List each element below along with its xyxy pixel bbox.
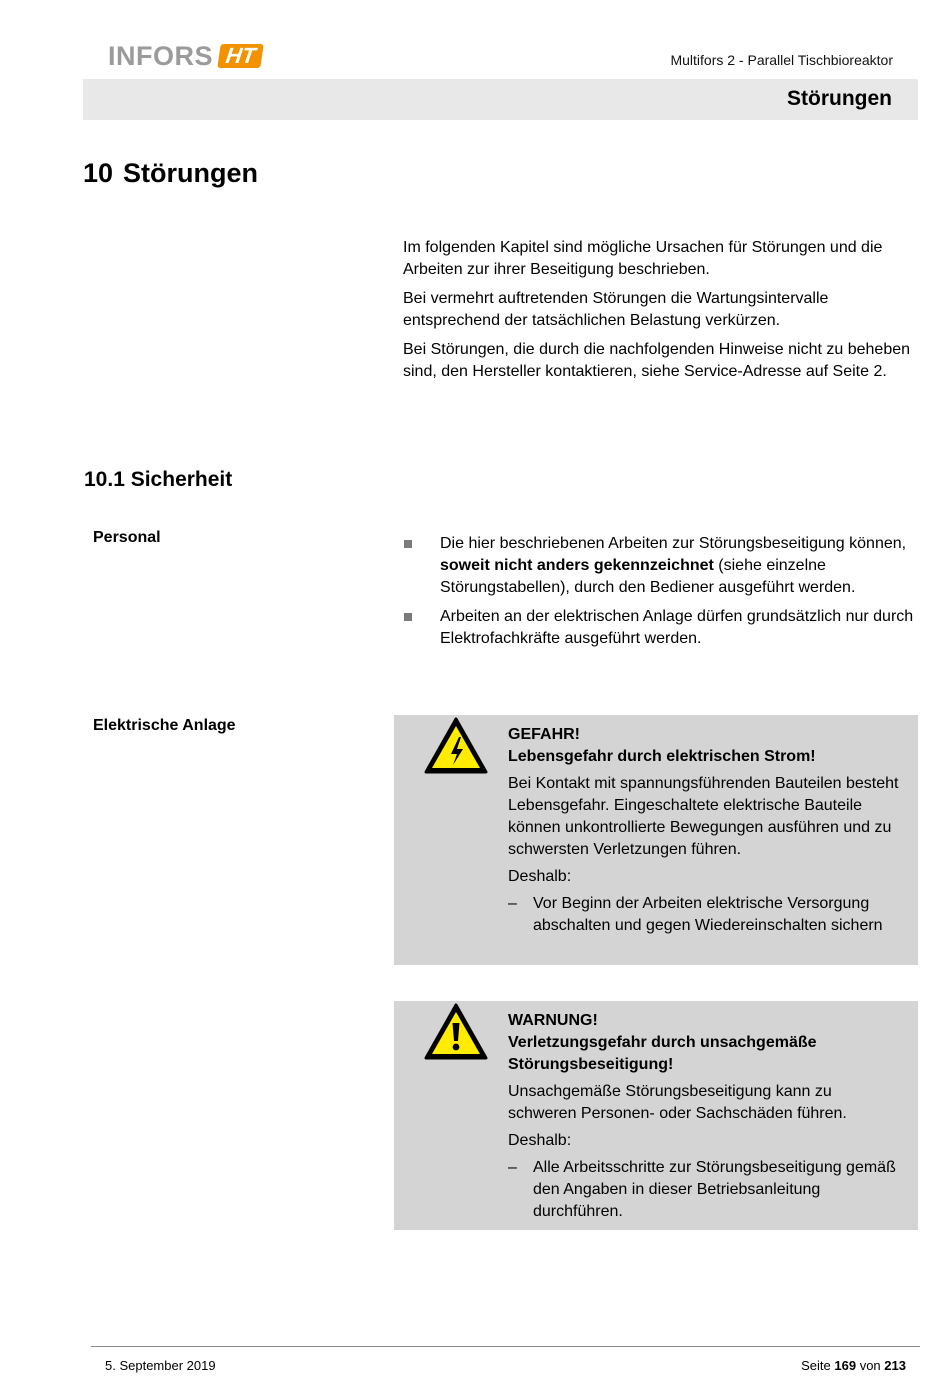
bullet-text: Arbeiten an der elektrischen Anlage dürfen grundsätzlich nur durch Elektrofachkräfte ausgeführt werden. [440,608,914,647]
danger-notice [394,715,918,965]
list-item [403,533,918,599]
danger-signal-word: GEFAHR! [508,726,580,743]
warning-therefore: Deshalb: [508,1132,572,1149]
chapter-title [83,158,258,189]
step-text: Alle Arbeitsschritte zur Störungsbeseitigung gemäß den Angaben in dieser Betriebsanleitung durchführen. [533,1159,896,1220]
logo-wordmark: INFORS [108,41,214,71]
bullet-square-icon [404,540,412,548]
chapter-intro [403,237,921,390]
header-section-title: Störungen [787,87,892,110]
personal-list [403,533,918,657]
dash-marker: – [508,895,517,912]
danger-steps [508,893,902,937]
footer-divider [91,1346,920,1347]
header-bar [83,79,918,120]
page-word: Seite [801,1358,831,1373]
page-current: 169 [834,1358,857,1373]
side-label-electrical: Elektrische Anlage [93,717,236,734]
intro-paragraph: Bei vermehrt auftretenden Störungen die Wartungsintervalle entsprechend der tatsächlichen Belastung verkürzen. [403,290,829,329]
bullet-text: (siehe einzelne Störungstabellen), durch den Bediener ausgeführt werden. [440,557,856,596]
electrical-hazard-icon [424,717,488,775]
danger-headline: Lebensgefahr durch elektrischen Strom! [508,748,816,765]
page-total: 213 [884,1358,906,1373]
chapter-title-text: Störungen [123,158,259,188]
list-item [403,606,918,650]
danger-text: Bei Kontakt mit spannungsführenden Bauteilen besteht Lebensgefahr. Eingeschaltete elektrische Bauteile können unkontrollierte Bewegungen ausführen und zu schwersten Verletzungen führen. [508,775,899,858]
company-logo [108,41,262,71]
bullet-text: Die hier beschriebenen Arbeiten zur Störungsbeseitigung können, [440,535,907,552]
step-text: Vor Beginn der Arbeiten elektrische Versorgung abschalten und gegen Wiedereinschalten sichern [533,895,883,934]
logo-mark: HT [217,44,264,68]
header-product-name: Multifors 2 - Parallel Tischbioreaktor [670,52,893,68]
danger-therefore: Deshalb: [508,868,572,885]
list-item [508,1157,902,1223]
warning-notice [394,1001,918,1230]
warning-text: Unsachgemäße Störungsbeseitigung kann zu schweren Personen- oder Sachschäden führen. [508,1083,847,1122]
footer-date: 5. September 2019 [105,1358,216,1373]
warning-headline: Verletzungsgefahr durch unsachgemäße Störungsbeseitigung! [508,1034,817,1073]
footer-page-number [801,1358,906,1373]
intro-paragraph: Im folgenden Kapitel sind mögliche Ursachen für Störungen und die Arbeiten zur ihrer Beseitigung beschrieben. [403,239,883,278]
chapter-number: 10 [83,158,114,188]
bullet-emphasis: soweit nicht anders gekennzeichnet [440,557,714,574]
dash-marker: – [508,1159,517,1176]
section-number: 10.1 [84,468,125,491]
section-title-text: Sicherheit [130,468,233,491]
bullet-square-icon [404,613,412,621]
general-warning-icon [424,1003,488,1061]
side-label-personal: Personal [93,529,161,546]
warning-steps [508,1157,902,1223]
page-of: von [859,1358,881,1373]
list-item [508,893,902,937]
warning-signal-word: WARNUNG! [508,1012,598,1029]
section-title [84,468,232,492]
intro-paragraph: Bei Störungen, die durch die nachfolgenden Hinweise nicht zu beheben sind, den Hersteller kontaktieren, siehe Service-Adresse auf Seite 2. [403,341,911,380]
